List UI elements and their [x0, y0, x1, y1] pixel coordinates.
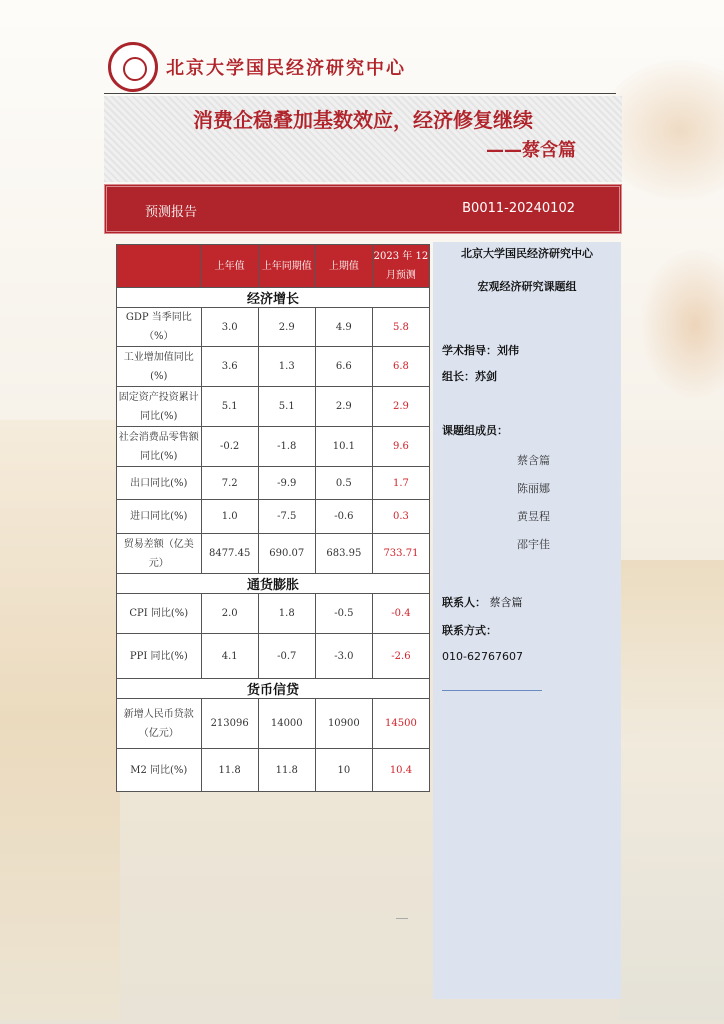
- cell-prev-year-same-period: 11.8: [258, 749, 315, 792]
- table-header-cell: 上期值: [315, 245, 372, 288]
- cell-prev-period: 683.95: [315, 534, 372, 574]
- row-label: 出口同比(%): [117, 467, 202, 500]
- header-logo: [108, 42, 406, 92]
- table-section-row: [117, 288, 430, 308]
- phone-number: 010-62767607: [442, 650, 523, 663]
- row-label: PPI 同比(%): [117, 634, 202, 679]
- row-label: GDP 当季同比（%）: [117, 308, 202, 347]
- sidebar-divider: [442, 690, 542, 691]
- row-label: 进口同比(%): [117, 500, 202, 534]
- cell-forecast: 1.7: [372, 467, 429, 500]
- cell-forecast: 14500: [372, 699, 429, 749]
- header-divider: [104, 93, 616, 94]
- research-group-sidebar: [433, 242, 621, 999]
- members-label-text: 课题组成员：: [442, 424, 508, 437]
- cell-prev-year-same-period: -1.8: [258, 427, 315, 467]
- cell-prev-year: 1.0: [201, 500, 258, 534]
- background-leaf-decoration: [640, 250, 724, 400]
- table-header-row: [117, 245, 430, 288]
- contact-name: 蔡含篇: [489, 596, 523, 609]
- org-logo-text: 北京大学国民经济研究中心: [166, 58, 406, 79]
- member-name: 黄昱程: [517, 510, 550, 523]
- member-name: 邵宇佳: [517, 538, 550, 551]
- cell-prev-period: 0.5: [315, 467, 372, 500]
- table-row: [117, 387, 430, 427]
- table-row: [117, 534, 430, 574]
- cell-prev-period: -0.6: [315, 500, 372, 534]
- cell-prev-year: 3.0: [201, 308, 258, 347]
- cell-prev-year: 11.8: [201, 749, 258, 792]
- row-label: 新增人民币贷款（亿元）: [117, 699, 202, 749]
- cell-forecast: -2.6: [372, 634, 429, 679]
- cell-forecast: 5.8: [372, 308, 429, 347]
- report-author-line: ——蔡含篇: [486, 140, 576, 161]
- method-label: 联系方式：: [442, 624, 497, 637]
- cell-prev-period: 10: [315, 749, 372, 792]
- member-name: 陈丽娜: [517, 482, 550, 495]
- method-line: [442, 622, 497, 638]
- report-bar: [104, 184, 622, 234]
- advisor-label: 学术指导：: [442, 344, 497, 357]
- leader-line: [442, 368, 497, 384]
- member-name: 蔡含篇: [517, 454, 550, 467]
- cell-prev-period: -3.0: [315, 634, 372, 679]
- table-row: [117, 467, 430, 500]
- cell-prev-year: 2.0: [201, 594, 258, 634]
- cell-prev-period: 6.6: [315, 347, 372, 387]
- cell-prev-year-same-period: 1.3: [258, 347, 315, 387]
- cell-forecast: 9.6: [372, 427, 429, 467]
- cell-prev-year: 3.6: [201, 347, 258, 387]
- contact-label: 联系人：: [442, 596, 486, 609]
- cell-forecast: 2.9: [372, 387, 429, 427]
- table-header-cell: [117, 245, 202, 288]
- table-header-cell: 上年值: [201, 245, 258, 288]
- sidebar-org-name: 北京大学国民经济研究中心: [461, 247, 593, 260]
- members-label: [442, 422, 508, 438]
- background-tree-decoration: [0, 420, 120, 1020]
- cell-prev-period: 4.9: [315, 308, 372, 347]
- cell-prev-period: 10.1: [315, 427, 372, 467]
- leader-label: 组长：: [442, 370, 475, 383]
- leader-name: 苏剑: [475, 370, 497, 383]
- university-seal-icon: [108, 42, 158, 92]
- cell-prev-period: -0.5: [315, 594, 372, 634]
- cell-prev-year-same-period: 2.9: [258, 308, 315, 347]
- section-title: 经济增长: [117, 288, 430, 308]
- table-section-row: [117, 574, 430, 594]
- table-section-row: [117, 679, 430, 699]
- cell-prev-year-same-period: 1.8: [258, 594, 315, 634]
- sidebar-group-name: 宏观经济研究课题组: [477, 280, 577, 293]
- contact-line: [442, 594, 523, 610]
- row-label: 贸易差额（亿美元）: [117, 534, 202, 574]
- cell-prev-year-same-period: 14000: [258, 699, 315, 749]
- cell-prev-year-same-period: 690.07: [258, 534, 315, 574]
- advisor-name: 刘伟: [497, 344, 519, 357]
- background-water-decoration: [620, 560, 724, 1020]
- cell-forecast: 733.71: [372, 534, 429, 574]
- table-row: [117, 427, 430, 467]
- report-code: B0011-20240102: [462, 201, 575, 216]
- cell-prev-year: 213096: [201, 699, 258, 749]
- forecast-table-container: [116, 244, 430, 792]
- title-block: [104, 96, 622, 182]
- cell-prev-period: 10900: [315, 699, 372, 749]
- row-label: 社会消费品零售额同比(%): [117, 427, 202, 467]
- table-row: [117, 634, 430, 679]
- cell-prev-year-same-period: -9.9: [258, 467, 315, 500]
- table-row: [117, 500, 430, 534]
- forecast-table: [116, 244, 430, 792]
- cell-prev-year: 8477.45: [201, 534, 258, 574]
- report-type: 预测报告: [145, 205, 198, 220]
- table-row: [117, 594, 430, 634]
- cell-prev-year: -0.2: [201, 427, 258, 467]
- cell-prev-year: 5.1: [201, 387, 258, 427]
- advisor-line: [442, 342, 519, 358]
- report-title: 消费企稳叠加基数效应，经济修复继续: [193, 108, 533, 132]
- table-row: [117, 699, 430, 749]
- cell-prev-year-same-period: -0.7: [258, 634, 315, 679]
- cell-forecast: 0.3: [372, 500, 429, 534]
- table-row: [117, 749, 430, 792]
- cell-forecast: 6.8: [372, 347, 429, 387]
- section-title: 货币信贷: [117, 679, 430, 699]
- row-label: M2 同比(%): [117, 749, 202, 792]
- cell-prev-period: 2.9: [315, 387, 372, 427]
- cell-forecast: -0.4: [372, 594, 429, 634]
- table-row: [117, 347, 430, 387]
- cell-prev-year: 7.2: [201, 467, 258, 500]
- row-label: 固定资产投资累计同比(%): [117, 387, 202, 427]
- section-title: 通货膨胀: [117, 574, 430, 594]
- cell-prev-year-same-period: 5.1: [258, 387, 315, 427]
- table-row: [117, 308, 430, 347]
- table-header-cell: 上年同期值: [258, 245, 315, 288]
- cell-prev-year: 4.1: [201, 634, 258, 679]
- row-label: 工业增加值同比(%): [117, 347, 202, 387]
- page-dash-mark: [396, 918, 408, 919]
- cell-prev-year-same-period: -7.5: [258, 500, 315, 534]
- table-header-cell: 2023 年 12 月预测: [372, 245, 429, 288]
- cell-forecast: 10.4: [372, 749, 429, 792]
- row-label: CPI 同比(%): [117, 594, 202, 634]
